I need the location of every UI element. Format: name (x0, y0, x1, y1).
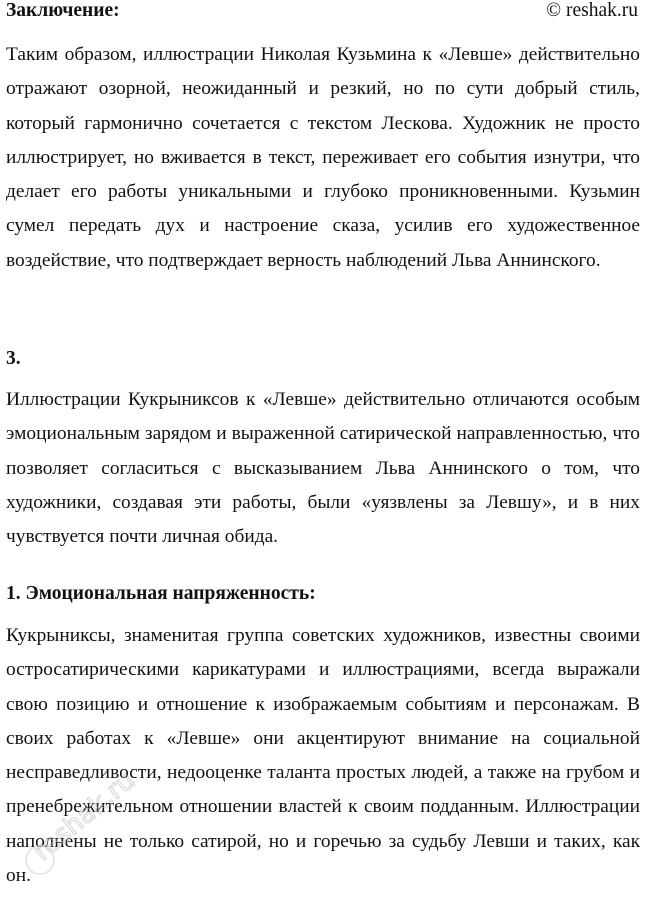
emotional-tension-heading: 1. Эмоциональная напряженность: (6, 583, 316, 604)
kukryniksy-intro-paragraph: Иллюстрации Кукрыниксов к «Левше» действительно отличаются особым эмоциональным зарядом и выраженной сатирической направленностью, что позволяет согласиться с высказыванием Льва Аннинского о том, что художники, создавая эти работы, были «уязвлены за Левшу», и в них чувствуется почти личная обида. (6, 389, 640, 548)
conclusion-heading: Заключение: (6, 0, 120, 21)
kukryniksy-body-paragraph: Кукрыниксы, знаменитая группа советских художников, известны своими остросатирическими карикатурами и иллюстрациями, всегда выражали свою позицию и отношение к изображаемым событиям и персонажам. В своих работах к «Левше» они акцентируют внимание на социальной несправедливости, недооценке таланта простых людей, а также на грубом и пренебрежительном отношении властей к своим подданным. Иллюстрации наполнены не только сатирой, но и горечью за судьбу Левши и таких, как он. (6, 625, 640, 887)
watermark-text: reshak.ru (27, 765, 141, 868)
section-number: 3. (6, 348, 21, 369)
header-row (6, 0, 640, 24)
copyright-label: © reshak.ru (546, 0, 638, 21)
conclusion-paragraph: Таким образом, иллюстрации Николая Кузьмина к «Левше» действительно отражают озорной, неожиданный и резкий, но по сути добрый стиль, который гармонично сочетается с текстом Лескова. Художник не просто иллюстрирует, но вживается в текст, переживает его события изнутри, что делает его работы уникальными и глубоко проникновенными. Кузьмин сумел передать дух и настроение сказа, усилив его художественное воздействие, что подтверждает верность наблюдений Льва Аннинского. (6, 44, 640, 271)
